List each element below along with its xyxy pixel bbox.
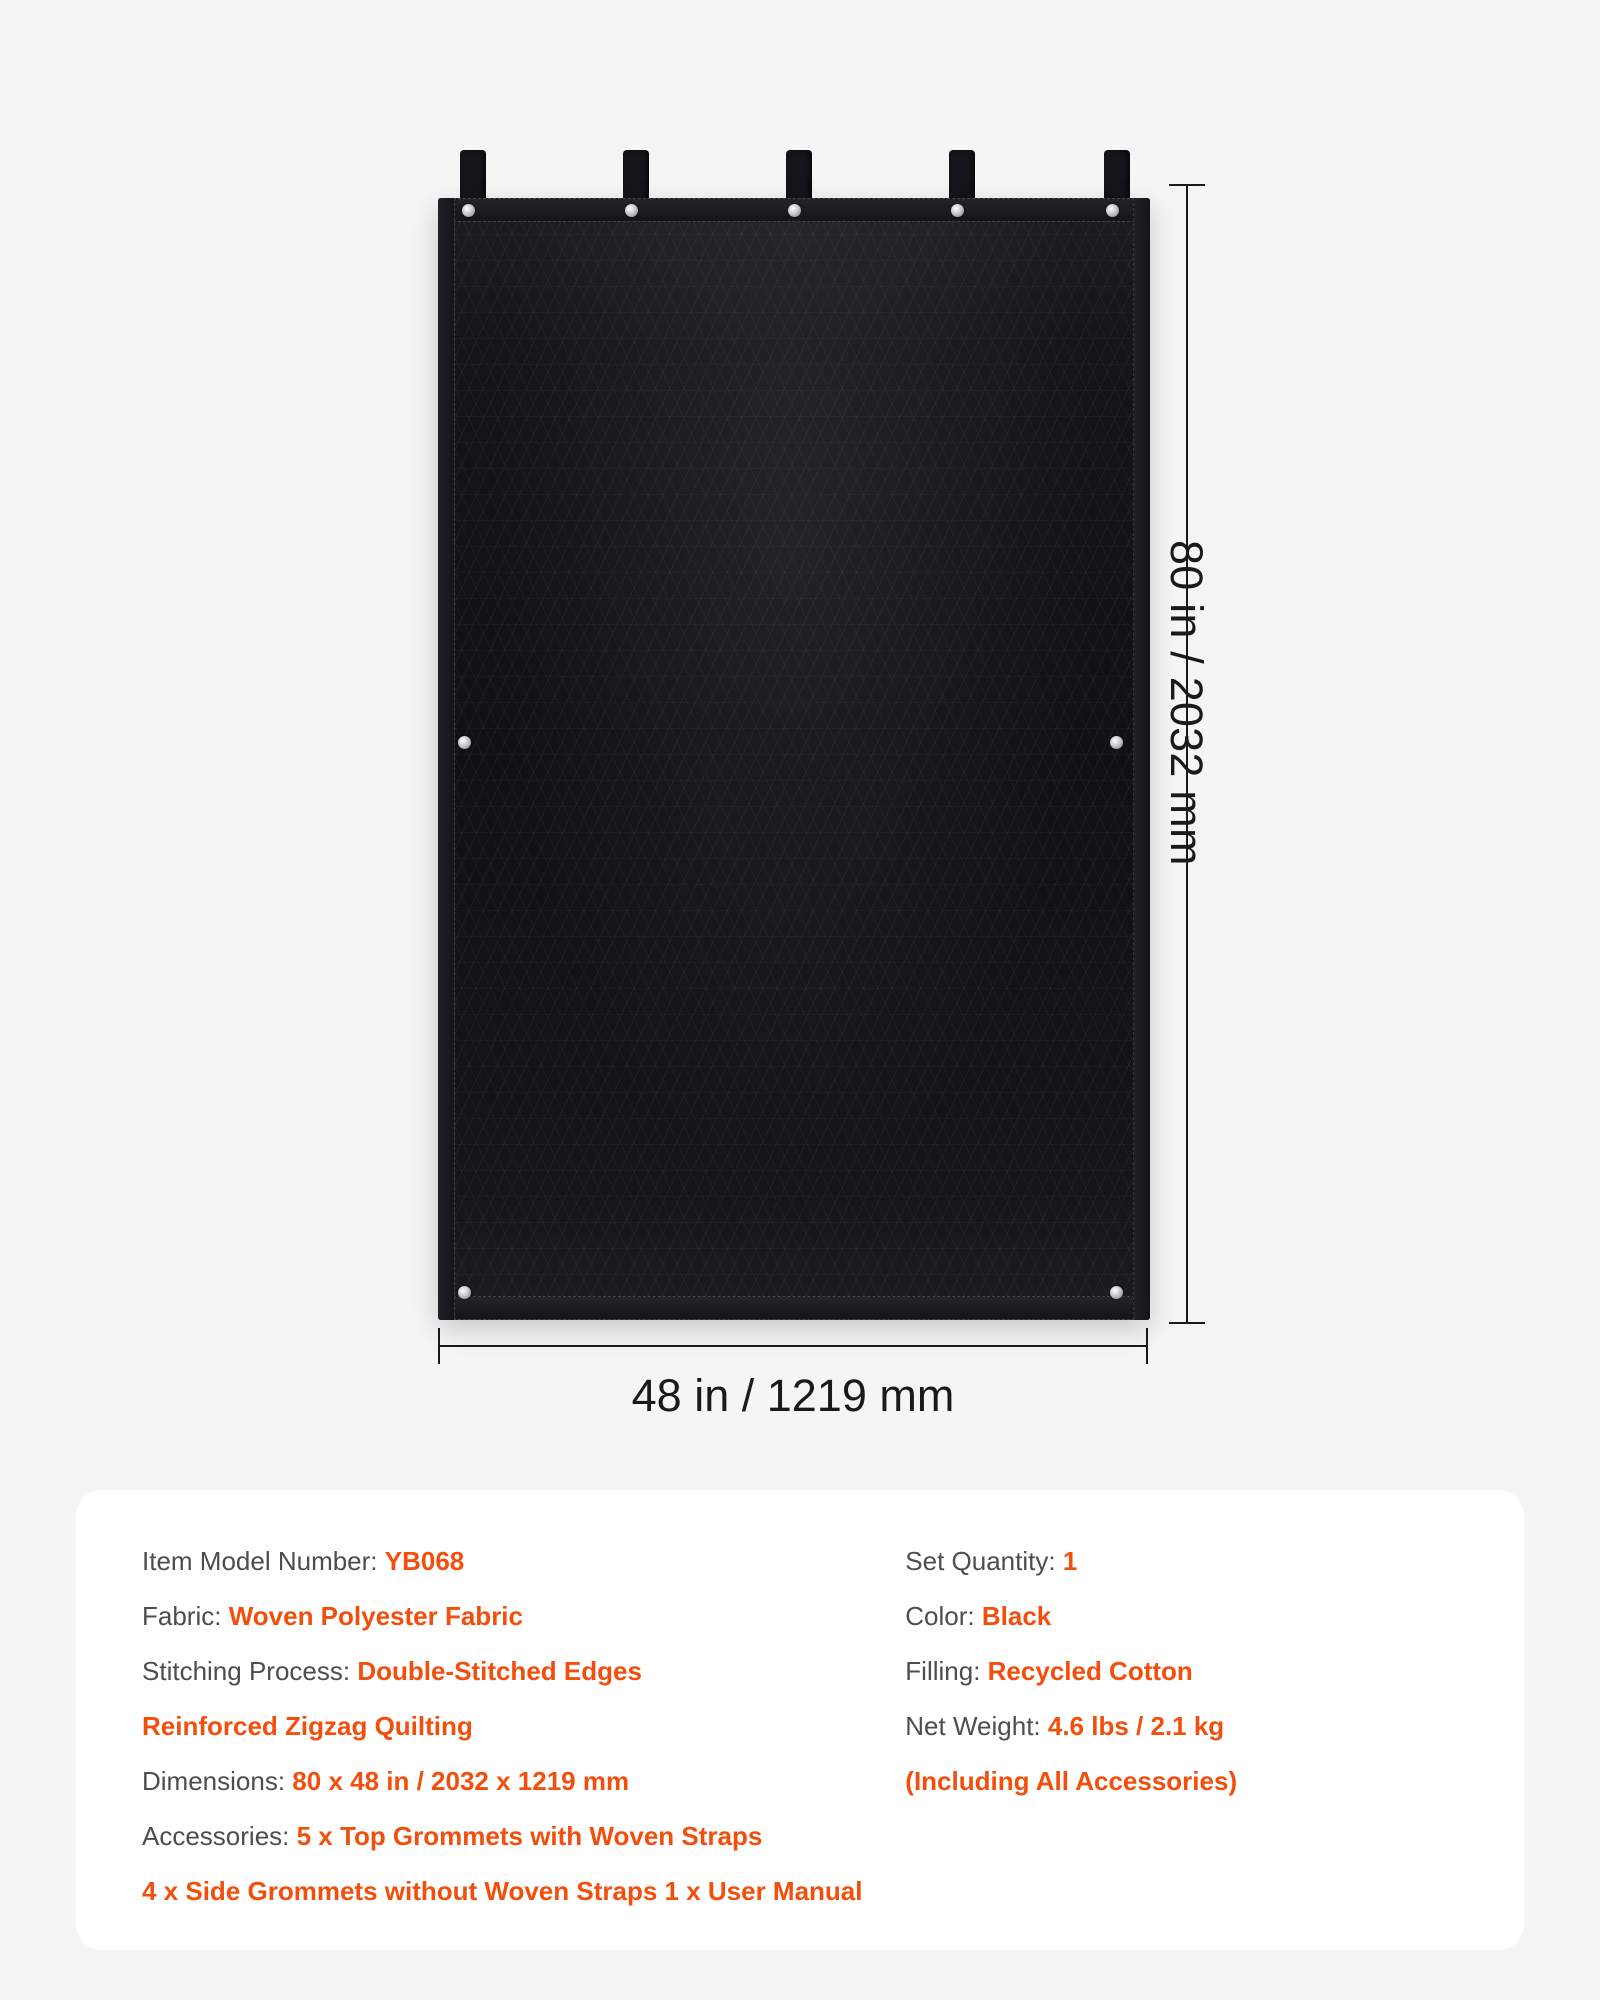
side-grommet xyxy=(458,736,471,749)
spec-net-weight xyxy=(905,1699,1458,1754)
top-grommet xyxy=(1106,204,1119,217)
spec-label: Item Model Number: xyxy=(142,1546,378,1576)
spec-accessories xyxy=(142,1809,853,1864)
left-hem xyxy=(438,198,455,1320)
width-dimension-label: 48 in / 1219 mm xyxy=(631,1370,955,1421)
width-dimension-line xyxy=(438,1345,1148,1347)
top-grommet xyxy=(462,204,475,217)
spec-label: Net Weight: xyxy=(905,1711,1041,1741)
spec-label: Color: xyxy=(905,1601,975,1631)
spec-stitching-process xyxy=(142,1644,853,1699)
spec-dimensions xyxy=(142,1754,853,1809)
spec-label: Dimensions: xyxy=(142,1766,286,1796)
spec-set-quantity xyxy=(905,1534,1458,1589)
spec-value: 80 x 48 in / 2032 x 1219 mm xyxy=(292,1766,630,1796)
spec-value: Recycled Cotton xyxy=(987,1656,1193,1686)
spec-value: YB068 xyxy=(384,1546,465,1576)
spec-label: Filling: xyxy=(905,1656,981,1686)
blanket-illustration xyxy=(438,150,1150,1320)
top-grommet xyxy=(951,204,964,217)
spec-stitching-process-cont: Reinforced Zigzag Quilting xyxy=(142,1711,473,1741)
spec-column-right xyxy=(865,1534,1458,1950)
top-grommet xyxy=(788,204,801,217)
spec-value: 4.6 lbs / 2.1 kg xyxy=(1047,1711,1225,1741)
spec-value: 1 xyxy=(1062,1546,1078,1576)
fabric-sheen xyxy=(438,198,1150,1320)
side-grommet xyxy=(1110,736,1123,749)
height-dimension-label: 80 in / 2032 mm xyxy=(1161,540,1212,866)
specification-card xyxy=(76,1490,1524,1950)
blanket-body xyxy=(438,198,1150,1320)
bottom-hem xyxy=(438,1296,1150,1320)
top-grommet xyxy=(625,204,638,217)
side-grommet xyxy=(1110,1286,1123,1299)
spec-color xyxy=(905,1589,1458,1644)
spec-value: 5 x Top Grommets with Woven Straps xyxy=(296,1821,763,1851)
spec-accessories-cont: 4 x Side Grommets without Woven Straps 1 x User Manual xyxy=(142,1876,863,1906)
spec-fabric xyxy=(142,1589,853,1644)
spec-net-weight-cont: (Including All Accessories) xyxy=(905,1766,1238,1796)
side-grommet xyxy=(458,1286,471,1299)
spec-item-model-number xyxy=(142,1534,853,1589)
spec-label: Fabric: xyxy=(142,1601,222,1631)
spec-filling xyxy=(905,1644,1458,1699)
spec-value: Double-Stitched Edges xyxy=(357,1656,642,1686)
spec-label: Set Quantity: xyxy=(905,1546,1056,1576)
right-hem xyxy=(1133,198,1150,1320)
spec-column-left xyxy=(142,1534,863,1950)
spec-label: Stitching Process: xyxy=(142,1656,351,1686)
spec-value: Black xyxy=(981,1601,1052,1631)
spec-value: Woven Polyester Fabric xyxy=(228,1601,523,1631)
spec-label: Accessories: xyxy=(142,1821,290,1851)
